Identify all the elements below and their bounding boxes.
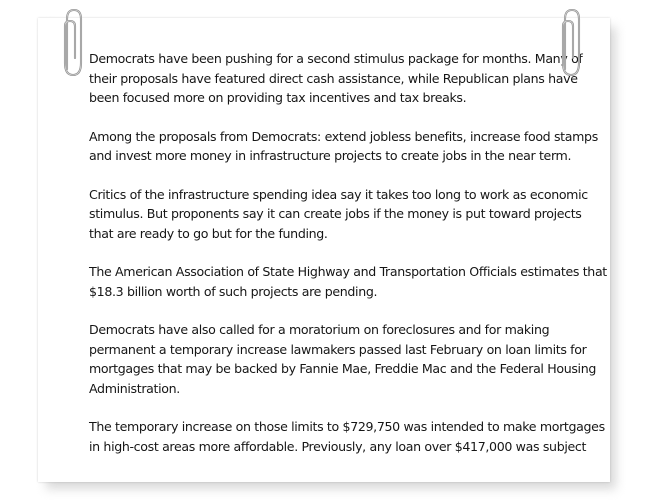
article-text bbox=[89, 49, 609, 475]
paragraph-4: The American Association of State Highway and Transportation Officials estimates that $18.3 billion worth of such projects are pending. bbox=[89, 264, 607, 299]
paper-clip-icon bbox=[58, 6, 88, 82]
paragraph-1: Democrats have been pushing for a second stimulus package for months. Many of their proposals have featured direct cash assistance, while Republican plans have been focused more on providing tax incentives and tax breaks. bbox=[89, 51, 583, 105]
paragraph-5: Democrats have also called for a moratorium on foreclosures and for making permanent a temporary increase lawmakers passed last February on loan limits for mortgages that may be backed by Fannie Mae, Freddie Mac and the Federal Housing Administration. bbox=[89, 322, 596, 396]
paragraph-3: Critics of the infrastructure spending idea say it takes too long to work as economic stimulus. But proponents say it can create jobs if the money is put toward projects that are ready to go but for the funding. bbox=[89, 186, 588, 241]
paragraph-6: The temporary increase on those limits to $729,750 was intended to make mortgages in high-cost areas more affordable. Previously, any loan over $417,000 was subject bbox=[89, 419, 605, 454]
paper-clip-icon bbox=[556, 6, 586, 82]
paper-note bbox=[38, 18, 610, 482]
paragraph-2: Among the proposals from Democrats: extend jobless benefits, increase food stamps and invest more money in infrastructure projects to create jobs in the near term. bbox=[89, 128, 598, 163]
